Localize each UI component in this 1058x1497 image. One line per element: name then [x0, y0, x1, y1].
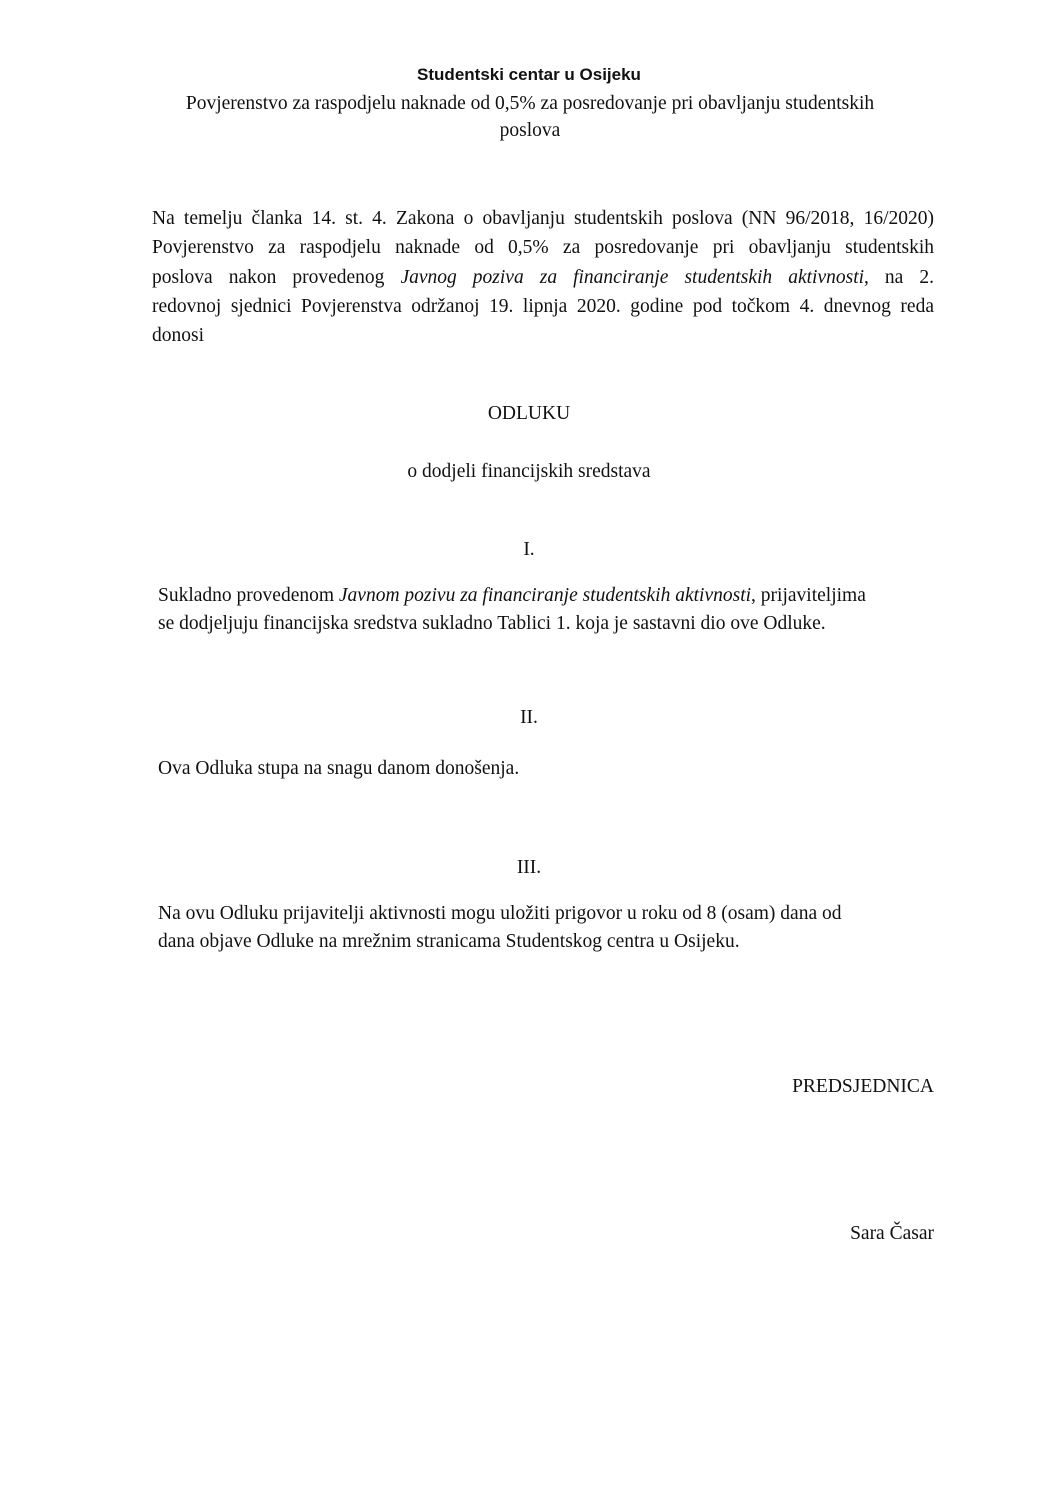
intro-line5: donosi: [152, 325, 205, 347]
intro-line3-before: poslova nakon provedenog: [152, 266, 401, 288]
intro-line1: Na temelju članka 14. st. 4. Zakona o obavljanju studentskih poslova (NN 96/2018, 16/2020): [152, 208, 934, 229]
section-3-text: [158, 900, 938, 956]
section-1-call-title: Javnom pozivu za financiranje studentskih aktivnosti: [338, 585, 752, 606]
signature-name: Sara Časar: [850, 1223, 934, 1244]
intro-line4: redovnoj sjednici Povjerenstva održanoj 19. lipnja 2020. godine pod točkom 4. dnevnog reda: [152, 295, 934, 317]
section-1-line2: se dodjeljuju financijska sredstva sukladno Tablici 1. koja je sastavni dio ove Odluke.: [158, 613, 826, 634]
section-3-line1: Na ovu Odluku prijavitelji aktivnosti mogu uložiti prigovor u roku od 8 (osam) dana od: [158, 903, 842, 924]
section-2-number: II.: [520, 707, 538, 728]
intro-paragraph: [152, 204, 934, 350]
section-3-line2: dana objave Odluke na mrežnim stranicama Studentskog centra u Osijeku.: [158, 931, 740, 952]
decision-subtitle: o dodjeli financijskih sredstava: [407, 461, 651, 482]
intro-line2: Povjerenstvo za raspodjelu naknade od 0,5% za posredovanje pri obavljanju studentskih: [152, 237, 934, 259]
intro-line3: [152, 263, 934, 292]
section-1-text: [158, 582, 938, 638]
section-1-number: I.: [523, 539, 535, 560]
committee-heading-line1: Povjerenstvo za raspodjelu naknade od 0,5% za posredovanje pri obavljanju studentskih: [185, 93, 875, 114]
section-1-line1: [158, 582, 938, 610]
section-1-line1-before: Sukladno provedenom: [158, 585, 339, 606]
section-3-number: III.: [516, 857, 542, 878]
committee-heading: [140, 90, 920, 144]
signature-title: PREDSJEDNICA: [792, 1076, 934, 1097]
committee-heading-line2: poslova: [499, 120, 561, 141]
intro-line3-after: , na 2.: [864, 266, 934, 288]
section-1-line1-after: , prijaviteljima: [751, 585, 866, 606]
section-2-text: Ova Odluka stupa na snagu danom donošenja.: [158, 758, 520, 779]
public-call-title: Javnog poziva za financiranje studentskih aktivnosti: [400, 266, 865, 288]
organization-name: Studentski centar u Osijeku: [417, 65, 641, 84]
decision-title: ODLUKU: [487, 403, 571, 424]
